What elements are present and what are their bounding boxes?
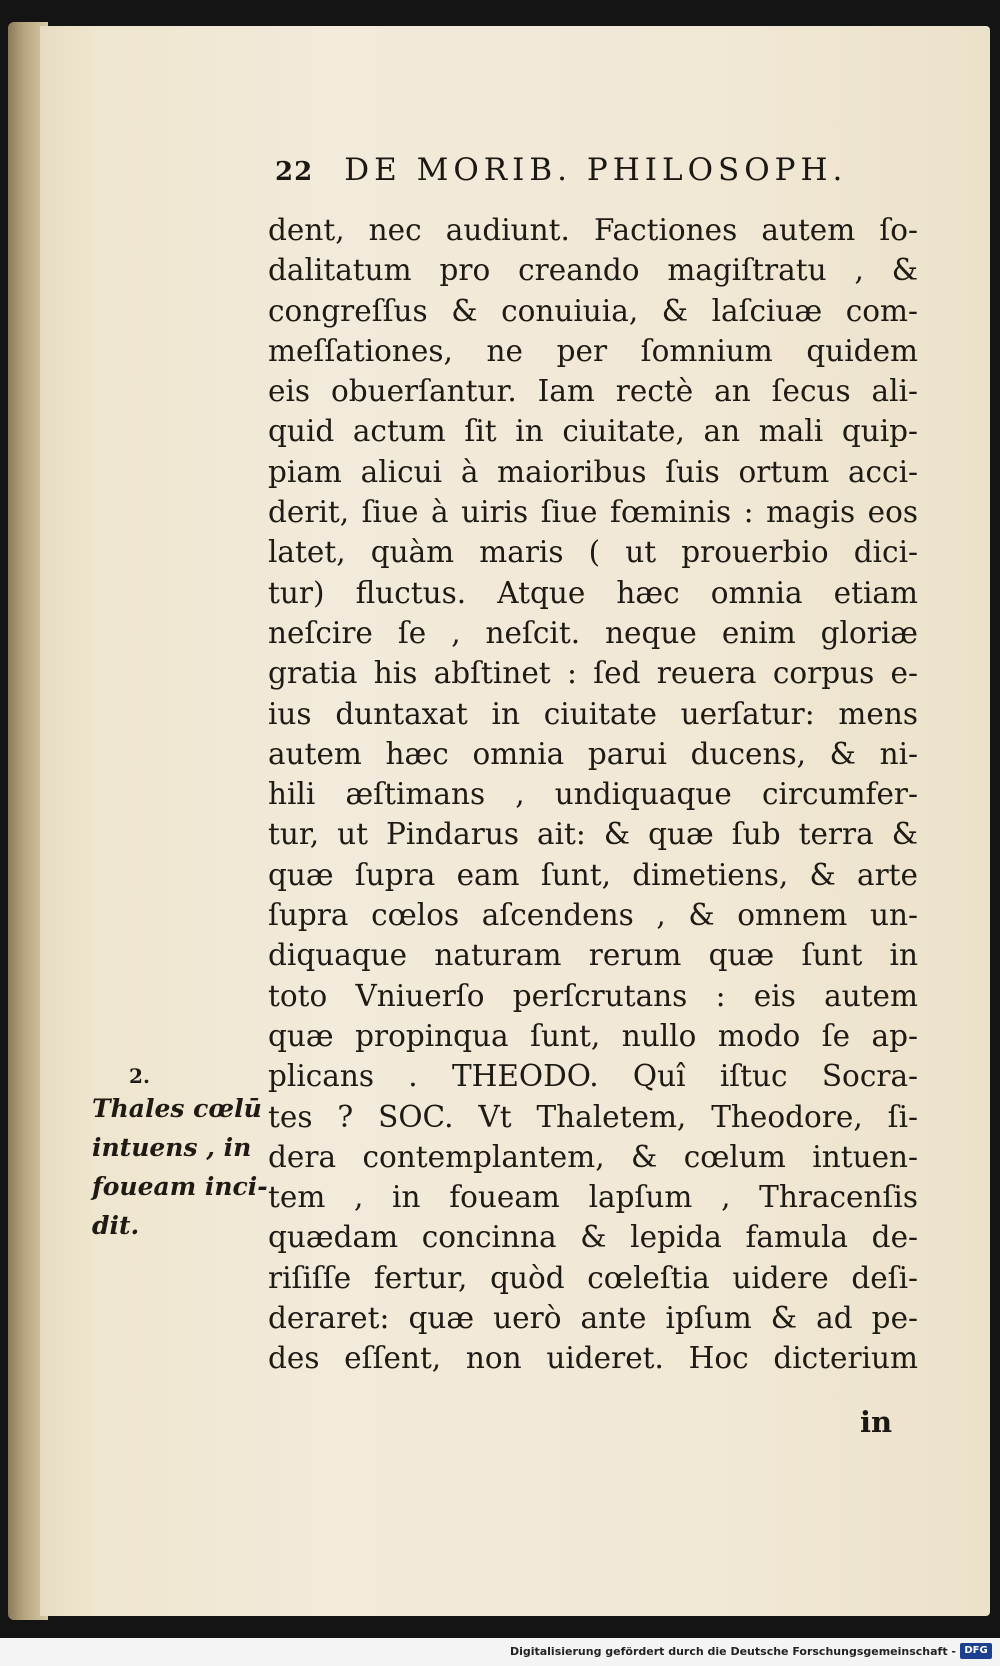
text-line: eis obuerſantur. Iam rectè an ſecus ali-	[268, 374, 918, 409]
text-line: congreſſus & conuiuia, & laſciuæ com-	[268, 293, 918, 328]
running-head	[275, 152, 915, 202]
text-line: tur, ut Pindarus ait: & quæ ſub terra &	[268, 817, 918, 852]
text-line: tes ? SOC. Vt Thaletem, Theodore, ſi-	[268, 1099, 918, 1134]
marginal-note-line: dit.	[92, 1211, 140, 1240]
text-line: toto Vniuerſo perſcrutans : eis autem	[268, 978, 918, 1013]
text-line: autem hæc omnia parui ducens, & ni-	[268, 736, 918, 771]
marginal-note-number: 2.	[129, 1064, 150, 1088]
body-text	[268, 210, 918, 1379]
marginal-note-line: intuens , in	[92, 1133, 252, 1162]
text-line: dera contemplantem, & cœlum intuen-	[268, 1139, 918, 1174]
text-line: plicans . THEODO. Quî iſtuc Socra-	[268, 1059, 918, 1094]
text-line: deraret: quæ uerò ante ipſum & ad pe-	[268, 1301, 918, 1336]
text-line: derit, ſiue à uiris ſiue fœminis : magis eos	[268, 495, 918, 530]
text-line: tem , in foueam lapſum , Thracenſis	[268, 1180, 918, 1215]
text-line: diquaque naturam rerum quæ ſunt in	[268, 938, 918, 973]
text-line: quæ propinqua ſunt, nullo modo ſe ap-	[268, 1018, 918, 1053]
funding-credit: Digitalisierung gefördert durch die Deutsche Forschungsgemeinschaft -	[509, 1645, 956, 1658]
dfg-logo-icon: DFG	[960, 1643, 992, 1659]
text-line: latet, quàm maris ( ut prouerbio dici-	[268, 535, 918, 570]
text-line: piam alicui à maioribus ſuis ortum acci-	[268, 454, 918, 489]
text-line: hili æſtimans , undiquaque circumfer-	[268, 777, 918, 812]
text-line: ius duntaxat in ciuitate uerſatur: mens	[268, 696, 918, 731]
text-line: tur) fluctus. Atque hæc omnia etiam	[268, 575, 918, 610]
text-line: riſiſſe fertur, quòd cœleſtia uidere deſi-	[268, 1260, 918, 1295]
text-line: meſſationes, ne per ſomnium quidem	[268, 333, 918, 368]
text-line: des eſſent, non uideret. Hoc dicterium	[268, 1341, 918, 1376]
text-line: dalitatum pro creando magiſtratu , &	[268, 253, 918, 288]
marginal-note-line: foueam inci-	[92, 1172, 268, 1201]
text-line: gratia his abſtinet : ſed reuera corpus e-	[268, 656, 918, 691]
page-number: 22	[275, 157, 314, 187]
catchword: in	[860, 1405, 893, 1439]
text-line: quæ ſupra eam ſunt, dimetiens, & arte	[268, 857, 918, 892]
text-line: neſcire ſe , neſcit. neque enim gloriæ	[268, 615, 918, 650]
text-line: quid actum ſit in ciuitate, an mali quip-	[268, 414, 918, 449]
footer-bar	[0, 1638, 1000, 1666]
text-line: ſupra cœlos aſcendens , & omnem un-	[268, 898, 918, 933]
marginal-note	[92, 1063, 268, 1245]
text-line: quædam concinna & lepida famula de-	[268, 1220, 918, 1255]
running-head-title: DE MORIB. PHILOSOPH.	[344, 152, 848, 188]
marginal-note-line: Thales cœlū	[92, 1094, 262, 1123]
text-line: dent, nec audiunt. Factiones autem ſo-	[268, 213, 918, 247]
